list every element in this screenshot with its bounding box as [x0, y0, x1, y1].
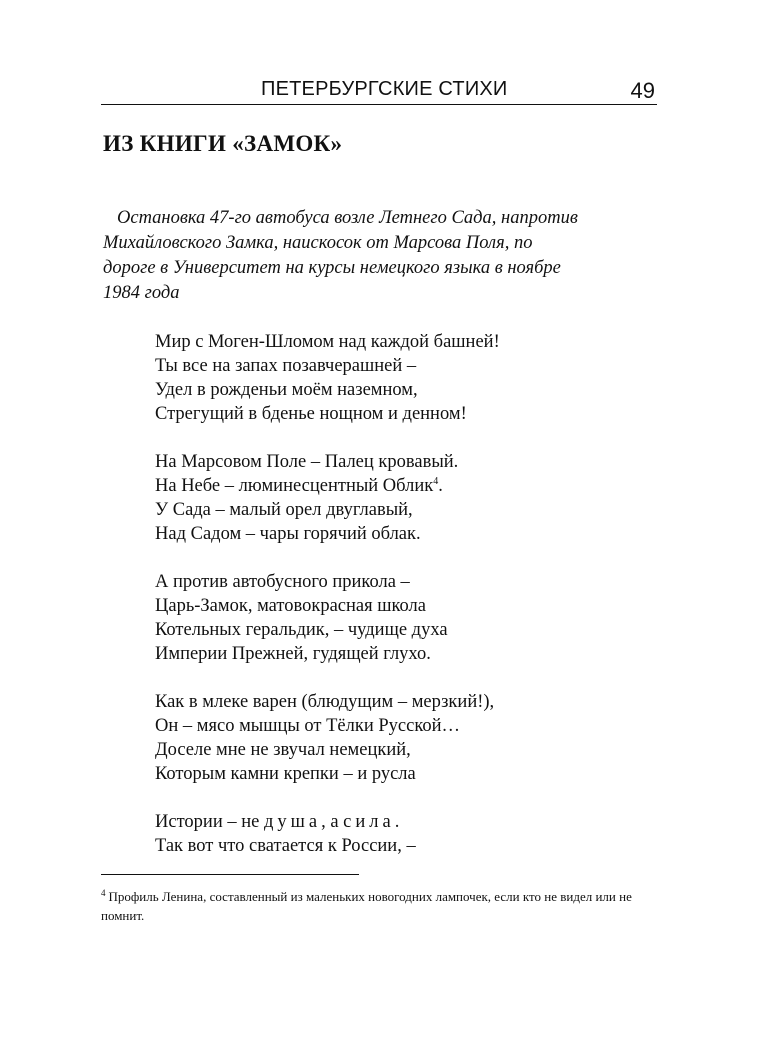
verse-line: Мир с Моген-Шломом над каждой башней!	[155, 332, 500, 352]
epigraph-line: 1984 года	[103, 283, 180, 303]
verse-line: Котельных геральдик, – чудище духа	[155, 620, 448, 640]
footnote-number: 4	[101, 887, 106, 898]
verse-line: У Сада – малый орел двуглавый,	[155, 500, 413, 520]
stanza-4	[155, 690, 675, 786]
epigraph	[103, 206, 663, 306]
footnote	[101, 887, 661, 925]
epigraph-line: Михайловского Замка, наискосок от Марсова Поля, по	[103, 233, 533, 253]
verse-text: Истории – не	[155, 812, 264, 832]
page-number: 49	[630, 78, 655, 103]
footnote-text: Профиль Ленина, составленный из маленьких новогодних лампочек, если кто не видел или не помнит.	[101, 889, 632, 923]
spaced-word: душа	[263, 812, 322, 832]
verse-line: Ты все на запах позавчерашней –	[155, 356, 417, 376]
verse-line: Так вот что сватается к России, –	[155, 836, 416, 856]
stanza-1	[155, 330, 675, 426]
footnote-divider	[101, 874, 359, 875]
verse-line: Царь-Замок, матовокрасная школа	[155, 596, 427, 616]
epigraph-line: Остановка 47-го автобуса возле Летнего Сада, напротив	[117, 208, 578, 228]
verse-line: Как в млеке варен (блюдущим – мерзкий!),	[155, 692, 495, 712]
stanza-2	[155, 450, 675, 546]
verse-line: А против автобусного прикола –	[155, 572, 410, 592]
running-header	[101, 78, 657, 105]
verse-line: Которым камни крепки – и русла	[155, 764, 416, 784]
verse-line: Он – мясо мышцы от Тёлки Русской…	[155, 716, 461, 736]
verse-text: , а	[321, 812, 344, 832]
epigraph-line: дороге в Университет на курсы немецкого языка в ноябре	[103, 258, 561, 278]
verse-line: Империи Прежней, гудящей глухо.	[155, 644, 431, 664]
footnote-reference[interactable]: 4	[433, 475, 439, 487]
verse-line	[155, 810, 675, 834]
verse-line: Удел в рожденьи моём наземном,	[155, 380, 418, 400]
verse-punctuation: .	[438, 476, 443, 496]
spaced-word: сила	[343, 812, 395, 832]
verse-line	[155, 474, 675, 498]
stanza-3	[155, 570, 675, 666]
verse-line: Над Садом – чары горячий облак.	[155, 524, 421, 544]
verse-line: Стрегущий в бденье нощном и денном!	[155, 404, 467, 424]
verse-punctuation: .	[394, 812, 400, 832]
running-title: ПЕТЕРБУРГСКИЕ СТИХИ	[261, 78, 508, 100]
stanza-5	[155, 810, 675, 858]
verse-text: На Небе – люминесцентный Облик	[155, 476, 434, 496]
section-title: ИЗ КНИГИ «ЗАМОК»	[103, 131, 343, 156]
poem	[155, 330, 675, 882]
verse-line: На Марсовом Поле – Палец кровавый.	[155, 452, 459, 472]
verse-line: Доселе мне не звучал немецкий,	[155, 740, 411, 760]
